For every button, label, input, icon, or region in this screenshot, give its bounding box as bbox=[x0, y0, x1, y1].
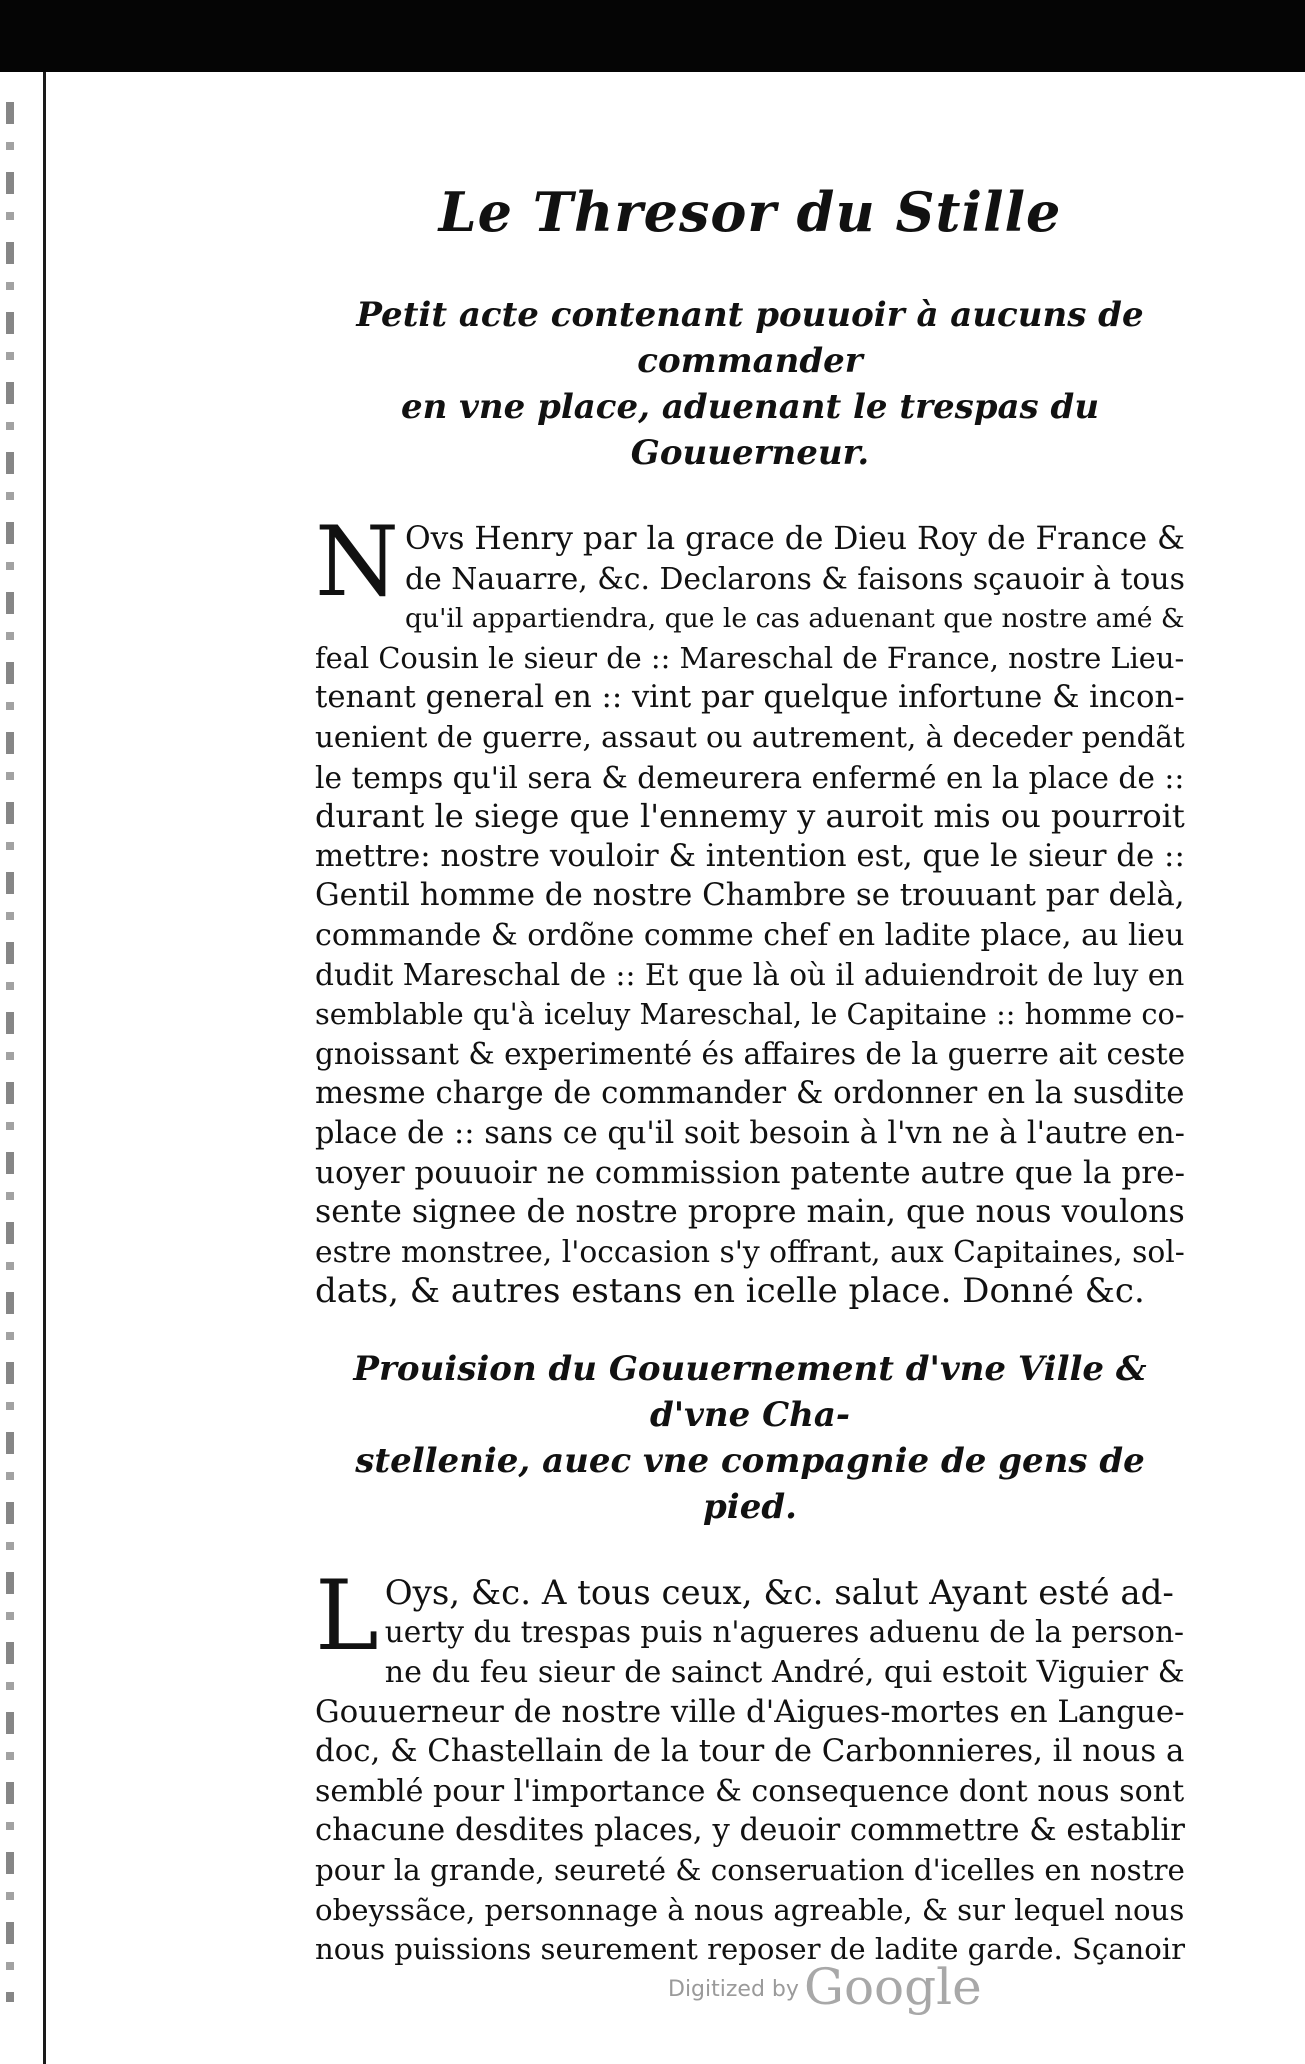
running-head: Le Thresor du Stille bbox=[438, 180, 1062, 244]
text-line: nous puissions seurement reposer de ladite garde. Sçanoir bbox=[315, 1932, 1185, 1967]
text-line: dudit Mareschal de :: Et que là où il aduiendroit de luy en bbox=[315, 957, 1185, 992]
section1-title bbox=[315, 292, 1185, 476]
digitized-watermark bbox=[668, 1958, 1008, 2016]
text-line: le temps qu'il sera & demeurera enfermé en la place de :: bbox=[315, 759, 1185, 795]
text-line: gnoissant & experimenté és affaires de la guerre ait ceste bbox=[315, 1036, 1185, 1071]
text-line: Ovs Henry par la grace de Dieu Roy de France & bbox=[405, 521, 1185, 557]
scan-left-edge bbox=[0, 72, 46, 2064]
text-line: obeyssãce, personnage à nous agreable, & sur lequel nous bbox=[315, 1892, 1185, 1927]
text-line: ne du feu sieur de sainct André, qui estoit Viguier & bbox=[384, 1655, 1185, 1691]
digitized-label: Digitized by bbox=[668, 1977, 799, 2002]
section2-title-line: Prouision du Gouuernement d'vne Ville & d'vne Cha- bbox=[353, 1348, 1147, 1435]
text-line: Gouuerneur de nostre ville d'Aigues-mortes en Langue- bbox=[315, 1693, 1185, 1730]
text-line: doc, & Chastellain de la tour de Carbonnieres, il nous a bbox=[315, 1733, 1185, 1770]
text-line: semblable qu'à iceluy Mareschal, le Capitaine :: homme co- bbox=[315, 997, 1185, 1032]
text-line: uenient de guerre, assaut ou autrement, à deceder pendãt bbox=[315, 719, 1185, 754]
section1-title-line: en vne place, aduenant le trespas du bbox=[400, 387, 1100, 427]
section2-title-line: stellenie, auec vne compagnie de gens de pied. bbox=[355, 1440, 1145, 1527]
google-logo: Google bbox=[804, 1958, 982, 2016]
text-line: de Nauarre, &c. Declarons & faisons sçauoir à tous bbox=[405, 561, 1185, 597]
text-line: uoyer pouuoir ne commission patente autre que la pre- bbox=[315, 1154, 1185, 1191]
text-line: place de :: sans ce qu'il soit besoin à l'vn ne à l'autre en- bbox=[315, 1115, 1185, 1151]
text-line: Oys, &c. A tous ceux, &c. salut Ayant esté ad- bbox=[384, 1573, 1174, 1613]
section1-title-line: Petit acte contenant pouuoir à aucuns de commander bbox=[356, 295, 1144, 381]
text-line: chacune desdites places, y deuoir commettre & establir bbox=[315, 1812, 1185, 1849]
text-line: mettre: nostre vouloir & intention est, que le sieur de :: bbox=[315, 837, 1185, 874]
drop-cap: L bbox=[315, 1559, 379, 1672]
section1-body bbox=[315, 506, 1185, 1312]
text-line: sente signee de nostre propre main, que nous voulons bbox=[315, 1194, 1185, 1231]
text-line: feal Cousin le sieur de :: Mareschal de France, nostre Lieu- bbox=[315, 640, 1185, 675]
drop-cap: N bbox=[315, 506, 399, 618]
text-line: uerty du trespas puis n'agueres aduenu de la person- bbox=[384, 1615, 1184, 1650]
scan-top-border bbox=[0, 0, 1305, 72]
text-line: commande & ordõne comme chef en ladite place, au lieu bbox=[315, 917, 1185, 953]
book-page bbox=[315, 180, 1185, 1970]
section2-body bbox=[315, 1559, 1185, 1970]
text-line: qu'il appartiendra, que le cas aduenant que nostre amé & bbox=[405, 603, 1185, 635]
text-line: semblé pour l'importance & consequence dont nous sont bbox=[315, 1773, 1185, 1809]
text-line: Gentil homme de nostre Chambre se trouuant par delà, bbox=[315, 877, 1185, 914]
text-line: mesme charge de commander & ordonner en la susdite bbox=[315, 1075, 1185, 1112]
section1-title-line: Gouuerneur. bbox=[630, 433, 870, 473]
text-line: pour la grande, seureté & conseruation d'icelles en nostre bbox=[315, 1853, 1185, 1888]
section2-title bbox=[315, 1346, 1185, 1530]
text-line: tenant general en :: vint par quelque infortune & incon- bbox=[315, 679, 1185, 716]
text-line: durant le siege que l'ennemy y auroit mis ou pourroit bbox=[315, 797, 1185, 836]
text-line: estre monstree, l'occasion s'y offrant, aux Capitaines, sol- bbox=[315, 1234, 1185, 1270]
text-line: dats, & autres estans en icelle place. Donné &c. bbox=[315, 1272, 1145, 1312]
